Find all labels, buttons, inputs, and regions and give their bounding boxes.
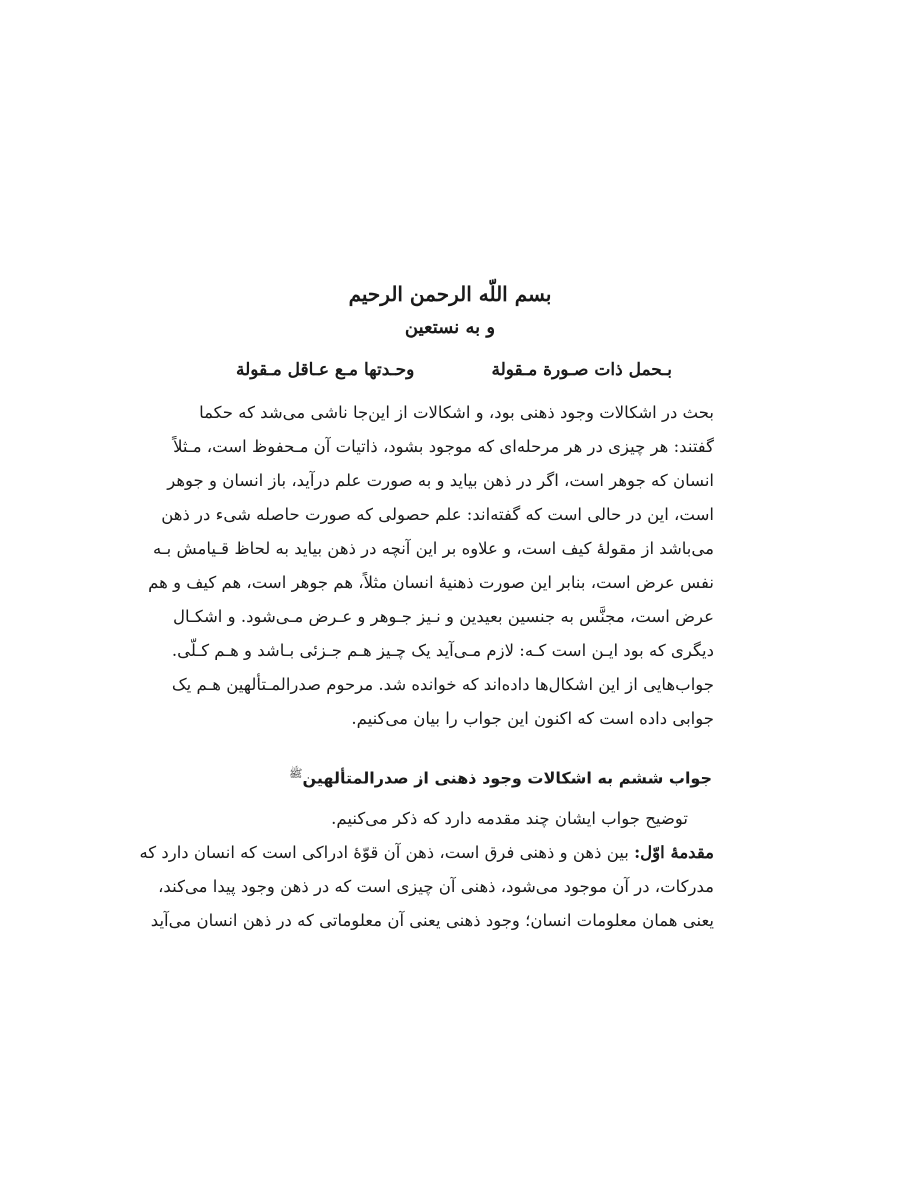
body-paragraph bbox=[148, 396, 714, 736]
paragraph-line: عرض است، مجنَّس به جنسین بعیدین و نـیز جـوهر و عـرض مـی‌شود. و اشکـال bbox=[173, 607, 714, 626]
paragraph-line: جواب‌هایی از این اشکال‌ها داده‌اند که خوانده شد. مرحوم صدرالمـتألهین هـم یک bbox=[171, 675, 714, 694]
premise-label: مقدمهٔ اوّل: bbox=[634, 843, 714, 862]
honorific-symbol: ﷺ bbox=[289, 767, 303, 780]
paragraph-line: دیگری که بود ایـن است کـه: لازم مـی‌آید یک چـیز هـم جـزئی بـاشد و هـم کـلّی. bbox=[171, 641, 714, 660]
section-heading bbox=[182, 762, 712, 790]
paragraph-line: نفس عرض است، بنابر این صورت ذهنیهٔ انسان مثلاً، هم جوهر است، هم کیف و هم bbox=[148, 573, 714, 592]
basmala-title: بسم اللّه الرحمن الرحیم bbox=[348, 282, 552, 306]
paragraph-intro-line: توضیح جواب ایشان چند مقدمه دارد که ذکر می‌کنیم. bbox=[331, 809, 688, 828]
paragraph-line: جوابی داده است که اکنون این جواب را بیان می‌کنیم. bbox=[351, 709, 714, 728]
premise-line bbox=[139, 836, 714, 870]
body-paragraph-2 bbox=[139, 802, 714, 938]
paragraph-line: بحث در اشکالات وجود ذهنی بود، و اشکالات از این‌جا ناشی می‌شد که حکما bbox=[199, 403, 714, 422]
invocation-subtitle: و به نستعین bbox=[404, 317, 496, 338]
section-heading-text: جواب ششم به اشکالات وجود ذهنی از صدرالمتألهین bbox=[302, 768, 712, 788]
paragraph-line: است، این در حالی است که گفته‌اند: علم حصولی که صورت حاصله شیء در ذهن bbox=[161, 505, 714, 524]
paragraph-line: انسان که جوهر است، اگر در ذهن بیاید و به صورت علم درآید، باز انسان و جوهر bbox=[167, 471, 714, 490]
paragraph-line: می‌باشد از مقولهٔ کیف است، و علاوه بر این آنچه در ذهن بیاید به لحاظ قـیامش بـه bbox=[152, 539, 714, 558]
premise-text: بین ذهن و ذهنی فرق است، ذهن آن قوّهٔ ادراکی است که انسان دارد که bbox=[139, 843, 635, 862]
verse-second-hemistich: وحـدتها مـع عـاقل مـقولة bbox=[236, 360, 415, 380]
verse-first-hemistich: بـحمل ذات صـورة مـقولة bbox=[491, 360, 672, 380]
paragraph-line: یعنی همان معلومات انسان؛ وجود ذهنی یعنی آن معلوماتی که در ذهن انسان می‌آید bbox=[150, 911, 714, 930]
paragraph-line: مدرکات، در آن موجود می‌شود، ذهنی آن چیزی است که در ذهن وجود پیدا می‌کند، bbox=[158, 877, 714, 896]
paragraph-line: گفتند: هر چیزی در هر مرحله‌ای که موجود بشود، ذاتیات آن مـحفوظ است، مـثلاً bbox=[173, 437, 714, 456]
